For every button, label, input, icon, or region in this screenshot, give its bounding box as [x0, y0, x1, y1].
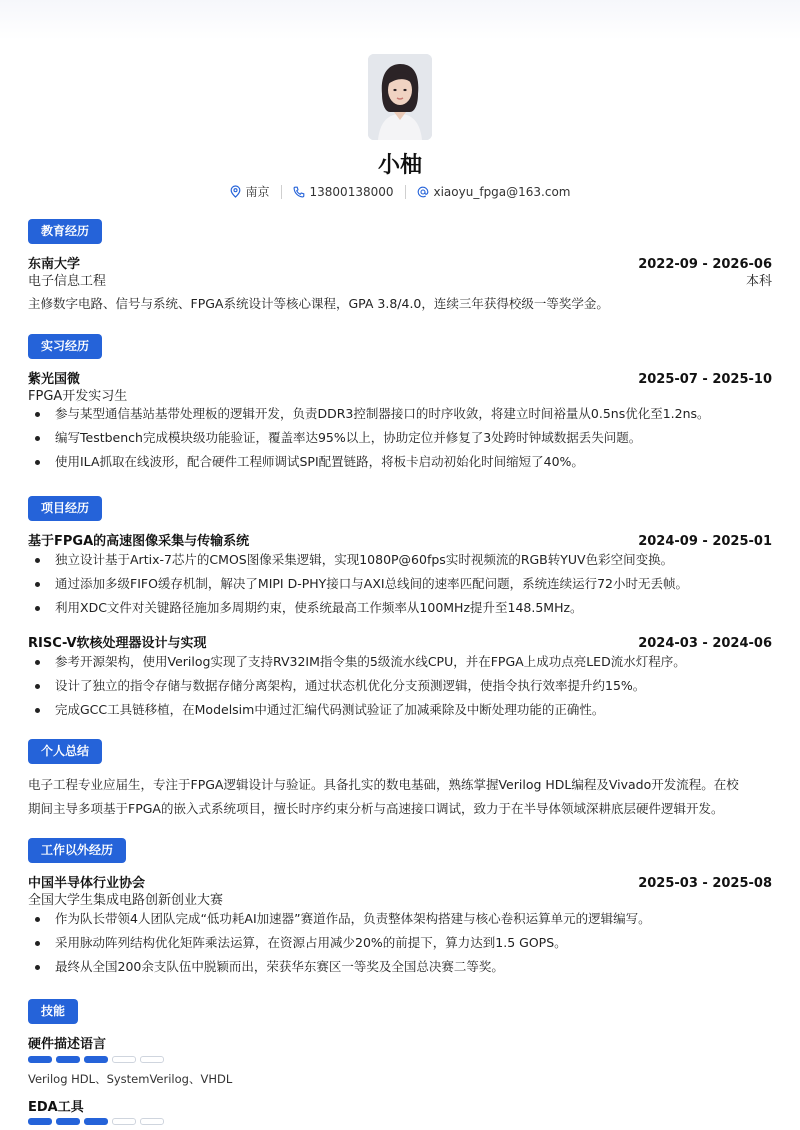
avatar	[368, 54, 432, 140]
major: 电子信息工程	[28, 274, 107, 289]
section-title-internship: 实习经历	[28, 334, 102, 359]
city-text: 南京	[245, 185, 270, 199]
bullet-dot	[35, 660, 40, 665]
extra-subheader	[28, 889, 772, 908]
bullet-dot	[35, 412, 40, 417]
contact-email[interactable]	[417, 185, 571, 199]
project-bullets	[28, 548, 772, 620]
skill-name: 硬件描述语言	[28, 1037, 107, 1052]
list-item: 参与某型通信基站基带处理板的逻辑开发，负责DDR3控制器接口的时序收敛，将建立时间裕量从0.5ns优化至1.2ns。	[28, 402, 772, 426]
list-item: 独立设计基于Artix-7芯片的CMOS图像采集逻辑，实现1080P@60fps实时视频流的RGB转YUV色彩空间变换。	[28, 548, 772, 572]
list-item: 使用ILA抓取在线波形，配合硬件工程师调试SPI配置链路，将板卡启动初始化时间缩短了40%。	[28, 450, 772, 474]
at-sign-icon	[417, 186, 429, 198]
organization-name: 中国半导体行业协会	[28, 876, 146, 891]
list-item: 完成GCC工具链移植，在Modelsim中通过汇编代码测试验证了加减乘除及中断处理功能的正确性。	[28, 698, 772, 722]
list-item: 作为队长带领4人团队完成“低功耗AI加速器”赛道作品，负责整体架构搭建与核心卷积运算单元的逻辑编写。	[28, 907, 772, 931]
list-item: 通过添加多级FIFO缓存机制，解决了MIPI D-PHY接口与AXI总线间的速率匹配问题，系统连续运行72小时无丢帧。	[28, 572, 772, 596]
skill-segment-empty	[112, 1118, 136, 1125]
bullet-dot	[35, 965, 40, 970]
project-title: 基于FPGA的高速图像采集与传输系统	[28, 534, 250, 549]
list-item: 最终从全国200余支队伍中脱颖而出，荣获华东赛区一等奖及全国总决赛二等奖。	[28, 955, 772, 979]
summary-text	[28, 773, 772, 821]
skill-description: Verilog HDL、SystemVerilog、VHDL	[28, 1072, 233, 1086]
section-title-education: 教育经历	[28, 219, 102, 244]
list-item: 设计了独立的指令存储与数据存储分离架构，通过状态机优化分支预测逻辑，使指令执行效率提升约15%。	[28, 674, 772, 698]
contact-phone[interactable]	[293, 185, 394, 199]
degree: 本科	[745, 274, 772, 289]
phone-text: 13800138000	[309, 184, 394, 199]
section-title-extra: 工作以外经历	[28, 838, 126, 863]
skill-segment-empty	[140, 1056, 164, 1063]
contact-divider	[281, 185, 282, 199]
company-name: 紫光国微	[28, 372, 81, 387]
event-name: 全国大学生集成电路创新创业大赛	[28, 893, 224, 908]
list-item: 利用XDC文件对关键路径施加多周期约束，使系统最高工作频率从100MHz提升至148.5MHz。	[28, 596, 772, 620]
summary-line: 期间主导多项基于FPGA的嵌入式系统项目，擅长时序约束分析与高速接口调试，致力于在半导体领域深耕底层硬件逻辑开发。	[28, 801, 724, 816]
list-item: 编写Testbench完成模块级功能验证，覆盖率达95%以上，协助定位并修复了3处跨时钟域数据丢失问题。	[28, 426, 772, 450]
skill-level-bar	[28, 1056, 164, 1063]
list-item: 参考开源架构，使用Verilog实现了支持RV32IM指令集的5级流水线CPU，并在FPGA上成功点亮LED流水灯程序。	[28, 650, 772, 674]
contact-info	[0, 183, 800, 200]
bullet-dot	[35, 582, 40, 587]
candidate-name: 小柚	[377, 153, 422, 178]
extra-bullets	[28, 907, 772, 979]
section-title-summary: 个人总结	[28, 739, 102, 764]
bullet-dot	[35, 941, 40, 946]
internship-bullets	[28, 402, 772, 474]
phone-icon	[293, 186, 305, 198]
project-title: RISC-V软核处理器设计与实现	[28, 636, 207, 651]
extra-period: 2025-03 - 2025-08	[638, 876, 772, 891]
project-header	[28, 530, 772, 549]
bullet-dot	[35, 460, 40, 465]
section-title-skills: 技能	[28, 999, 78, 1024]
bullet-dot	[35, 558, 40, 563]
project-period: 2024-03 - 2024-06	[638, 636, 772, 651]
contact-divider	[405, 185, 406, 199]
location-pin-icon	[230, 185, 241, 198]
education-description: 主修数字电路、信号与系统、FPGA系统设计等核心课程，GPA 3.8/4.0，连续三年获得校级一等奖学金。	[28, 296, 609, 311]
email-text: xiaoyu_fpga@163.com	[433, 184, 571, 199]
skill-header	[28, 1033, 772, 1052]
skill-segment-empty	[140, 1118, 164, 1125]
skill-header	[28, 1096, 772, 1115]
bullet-dot	[35, 708, 40, 713]
education-subheader	[28, 270, 772, 289]
education-period: 2022-09 - 2026-06	[638, 257, 772, 272]
contact-location	[230, 183, 270, 200]
list-item: 采用脉动阵列结构优化矩阵乘法运算，在资源占用减少20%的前提下，算力达到1.5 GOPS。	[28, 931, 772, 955]
project-period: 2024-09 - 2025-01	[638, 534, 772, 549]
skill-segment-filled	[28, 1056, 52, 1063]
bullet-dot	[35, 436, 40, 441]
skill-segment-filled	[28, 1118, 52, 1125]
skill-segment-filled	[56, 1118, 80, 1125]
school-name: 东南大学	[28, 257, 81, 272]
summary-line: 电子工程专业应届生，专注于FPGA逻辑设计与验证。具备扎实的数电基础，熟练掌握Verilog HDL编程及Vivado开发流程。在校	[28, 777, 739, 792]
skill-segment-empty	[112, 1056, 136, 1063]
internship-period: 2025-07 - 2025-10	[638, 372, 772, 387]
bullet-dot	[35, 684, 40, 689]
job-role: FPGA开发实习生	[28, 389, 128, 404]
skill-level-bar	[28, 1118, 164, 1125]
skill-segment-filled	[84, 1118, 108, 1125]
skill-name: EDA工具	[28, 1100, 84, 1115]
bullet-dot	[35, 917, 40, 922]
avatar-photo-icon	[368, 54, 432, 140]
project-bullets	[28, 650, 772, 722]
project-header	[28, 632, 772, 651]
skill-segment-filled	[56, 1056, 80, 1063]
section-title-projects: 项目经历	[28, 496, 102, 521]
bullet-dot	[35, 606, 40, 611]
skill-segment-filled	[84, 1056, 108, 1063]
